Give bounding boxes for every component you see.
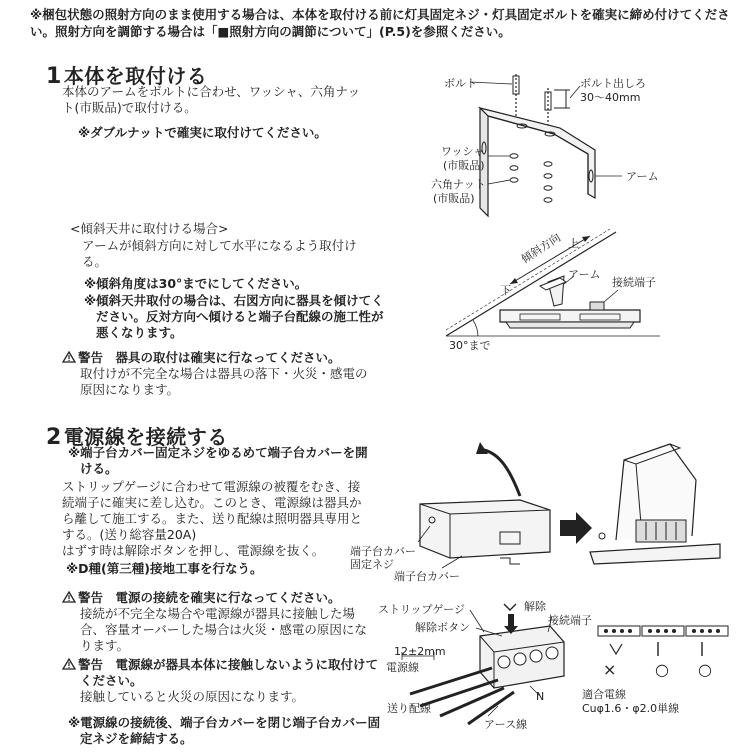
label-power-line: 電源線 (386, 661, 419, 674)
section2-warning2-title: 警告 電源線が器具本体に接触しないように取付けてください。 (78, 657, 379, 688)
slope-ceiling-diagram (440, 226, 720, 346)
label-strip-gauge: ストリップゲージ (378, 603, 466, 616)
top-note: ※梱包状態の照射方向のまま使用する場合は、本体を取付ける前に灯具固定ネジ・灯具固定ボルトを確実に締め付けてください。照射方向を調節する場合は「■照射方向の調節について」(P.5)を参照ください。 (30, 7, 730, 39)
slope-text: アームが傾斜方向に対して水平になるよう取付ける。 (82, 238, 357, 269)
label-release: 解除 (524, 600, 546, 613)
label-ok-1: ○ (655, 660, 669, 679)
label-arm: アーム (626, 170, 659, 183)
label-washer-1: ワッシャ (441, 145, 485, 158)
section2-warning1-text: 接続が不完全な場合や電源線が器具に接触した場合、容量オーバーした場合は火災・感電の原因になります。 (80, 606, 367, 653)
terminal-example-2 (642, 626, 684, 656)
label-nut-2: (市販品) (433, 192, 475, 205)
label-cover-screw-1: 端子台カバー (350, 545, 416, 558)
label-cover: 端子台カバー (394, 570, 460, 583)
label-slope-direction: 傾斜方向 (519, 231, 563, 266)
terminal-cover-diagram (380, 440, 750, 580)
label-release-button: 解除ボタン (415, 621, 470, 634)
section2-number: 2 (46, 425, 62, 450)
double-nut-note: ※ダブルナットで確実に取付けてください。 (78, 125, 327, 140)
label-wire-2: Cuφ1.6・φ2.0単線 (582, 702, 680, 715)
warning1-block (62, 350, 372, 398)
release-text: はずす時は解除ボタンを押し、電源線を抜く。 (62, 543, 325, 558)
slope-tilt-note: ※傾斜天井取付の場合は、右図方向に器具を傾けてください。反対方向へ傾けると端子台配線の施工性が悪くなります。 (84, 293, 384, 340)
section1-title: 本体を取付ける (63, 64, 208, 88)
label-nut-1: 六角ナット (431, 178, 486, 191)
label-length: 12±2mm (394, 645, 446, 658)
label-earth: アース線 (484, 718, 528, 731)
warning2-block (62, 590, 378, 654)
label-ng: × (603, 660, 617, 679)
label-n: N (536, 690, 545, 703)
label-up: 上 (568, 237, 579, 250)
section1-number: 1 (46, 64, 62, 89)
label-terminal-2: 接続端子 (548, 614, 592, 627)
label-bolt-protrude-2: 30〜40mm (580, 91, 641, 104)
label-ok-2: ○ (698, 660, 712, 679)
label-terminal: 接続端子 (612, 276, 656, 289)
warning3-block (62, 657, 378, 705)
section1-warning-text: 取付けが不完全な場合は器具の落下・火災・感電の原因になります。 (80, 366, 368, 397)
terminal-example-3 (686, 626, 728, 656)
section2-warning2-text: 接触していると火災の原因になります。 (80, 689, 305, 704)
terminal-example-1 (598, 626, 640, 654)
angle-note: ※傾斜角度は30°までにしてください。 (84, 276, 308, 291)
warning-icon (62, 591, 76, 603)
final-note: ※電源線の接続後、端子台カバーを閉じ端子台カバー固定ネジを締結する。 (68, 715, 381, 746)
label-angle: 30°まで (449, 339, 491, 352)
slope-heading: <傾斜天井に取付ける場合> (70, 221, 229, 236)
strip-text: ストリップゲージに合わせて電源線の被覆をむき、接続端子に確実に差し込む。このとき、電源線は器具から離して施工する。また、送り配線は照明器具専用とする。(送り総容量20A) (62, 479, 363, 542)
label-wire-1: 適合電線 (582, 688, 626, 701)
label-feed: 送り配線 (387, 702, 431, 715)
label-arm-2: アーム (568, 268, 601, 281)
label-bolt-protrude-1: ボルト出しろ (580, 77, 646, 90)
ground-note: ※D種(第三種)接地工事を行なう。 (66, 561, 263, 576)
warning-icon (62, 351, 76, 363)
label-cover-screw-2: 固定ネジ (350, 558, 394, 571)
cover-note: ※端子台カバー固定ネジをゆるめて端子台カバーを開ける。 (68, 445, 368, 476)
label-bolt: ボルト (444, 77, 477, 90)
section1-warning-title: 警告 器具の取付は確実に行なってください。 (78, 350, 341, 365)
section1-text: 本体のアームをボルトに合わせ、ワッシャ、六角ナット(市販品)で取付ける。 (62, 84, 361, 115)
label-down: 下 (500, 284, 511, 297)
warning-icon (62, 658, 76, 670)
section2-warning1-title: 警告 電源の接続を確実に行なってください。 (78, 590, 341, 605)
label-washer-2: (市販品) (443, 159, 485, 172)
section2-title: 電源線を接続する (63, 425, 228, 449)
